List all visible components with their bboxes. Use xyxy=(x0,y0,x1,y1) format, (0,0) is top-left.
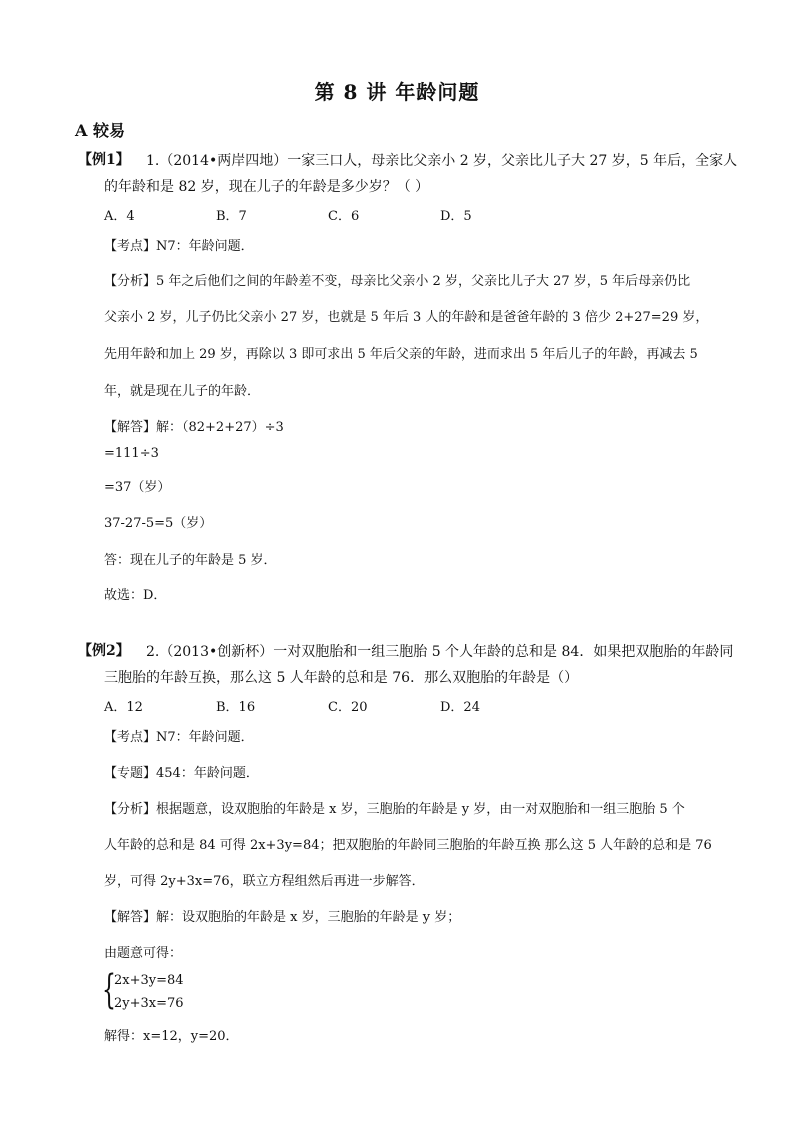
example-1-step-1: =111÷3 xyxy=(104,446,159,461)
example-1-choices xyxy=(0,205,794,223)
example-2-result: 解得：x=12，y=20． xyxy=(104,1029,239,1044)
example-2-question-line-2: 三胞胎的年龄互换，那么这 5 人年龄的总和是 76．那么双胞胎的年龄是（） xyxy=(104,670,579,686)
example-1-analysis-line-1: 【分析】5 年之后他们之间的年龄差不变，母亲比父亲小 2 岁，父亲比儿子大 27 岁，5 年后母亲仍比 xyxy=(104,274,691,289)
example-1-analysis-line-4: 年，就是现在儿子的年龄． xyxy=(104,384,261,399)
example-2-equation-1: 2x+3y=84 xyxy=(114,973,184,988)
example-2-analysis-line-2: 人年龄的总和是 84 可得 2x+3y=84；把双胞胎的年龄同三胞胎的年龄互换 那么这 5 人年龄的总和是 76 xyxy=(104,838,712,853)
section-heading: A 较易 xyxy=(75,121,125,140)
example-2-given: 由题意可得： xyxy=(104,946,183,961)
example-2-tag: 【例2】 xyxy=(78,643,130,659)
example-1-step-2: =37（岁） xyxy=(104,480,171,495)
example-1-analysis-line-3: 先用年龄和加上 29 岁，再除以 3 即可求出 5 年后父亲的年龄，进而求出 5 年后儿子的年龄，再减去 5 xyxy=(104,347,698,362)
example-2-equation-2: 2y+3x=76 xyxy=(114,996,184,1011)
example-1-analysis-line-2: 父亲小 2 岁，儿子仍比父亲小 27 岁，也就是 5 年后 3 人的年龄和是爸爸年龄的 3 倍少 2+27=29 岁， xyxy=(104,310,709,325)
example-2-analysis-line-3: 岁，可得 2y+3x=76，联立方程组然后再进一步解答． xyxy=(104,874,425,889)
example-1-question-line-2: 的年龄和是 82 岁，现在儿子的年龄是多少岁？（ ） xyxy=(104,179,430,195)
choice-b: B．16 xyxy=(216,700,256,715)
example-2-zhuanti: 【专题】454：年龄问题． xyxy=(104,766,259,781)
choice-c: C．6 xyxy=(328,209,360,224)
example-1-tag: 【例1】 xyxy=(78,152,130,168)
choice-b: B．7 xyxy=(216,209,247,224)
example-1-step-3: 37-27-5=5（岁） xyxy=(104,516,213,531)
example-1-kaodian: 【考点】N7：年龄问题． xyxy=(104,239,254,254)
choice-a: A．4 xyxy=(104,209,135,224)
example-2-analysis-line-1: 【分析】根据题意，设双胞胎的年龄是 x 岁，三胞胎的年龄是 y 岁，由一对双胞胎和一组三胞胎 5 个 xyxy=(104,802,685,817)
choice-d: D．5 xyxy=(440,209,472,224)
example-2-solution: 【解答】解：设双胞胎的年龄是 x 岁，三胞胎的年龄是 y 岁； xyxy=(104,910,461,925)
example-1-answer: 答：现在儿子的年龄是 5 岁． xyxy=(104,553,277,568)
page-title: 第 8 讲 年龄问题 xyxy=(314,80,480,104)
example-1-question-line-1: 1.（2014•两岸四地）一家三口人，母亲比父亲小 2 岁，父亲比儿子大 27 岁，5 年后，全家人 xyxy=(146,153,738,169)
example-2-question-line-1: 2.（2013•创新杯）一对双胞胎和一组三胞胎 5 个人年龄的总和是 84．如果把双胞胎的年龄同 xyxy=(146,644,734,660)
equation-brace: { xyxy=(102,967,116,1013)
example-2-kaodian: 【考点】N7：年龄问题． xyxy=(104,730,254,745)
example-1-solution: 【解答】解：（82+2+27）÷3 xyxy=(104,420,284,435)
choice-c: C．20 xyxy=(328,700,368,715)
choice-d: D．24 xyxy=(440,700,480,715)
choice-a: A．12 xyxy=(104,700,143,715)
example-1-choice-result: 故选：D． xyxy=(104,588,167,603)
example-2-choices xyxy=(0,696,794,714)
